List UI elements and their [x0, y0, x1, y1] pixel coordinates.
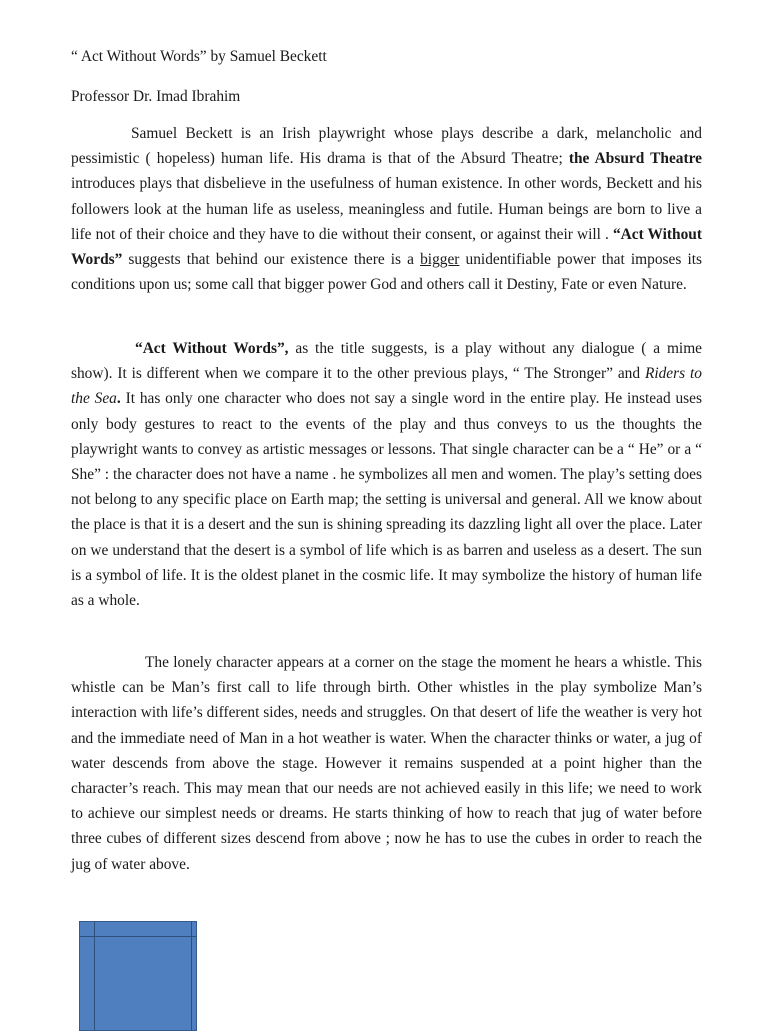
- figure-horizontal-line: [80, 936, 196, 937]
- paragraph-3: [71, 650, 702, 877]
- p3-text-1: The lonely character appears at a corner on the stage the moment he hears a whistle. This whistle can be Man’s first call to life through birth. Other whistles in the play symbolize Man’s interaction with life’s different sides, needs and struggles. On that desert of life the weather is very hot and the immediate need of Man in a hot weather is water. When the character thinks or water, a jug of water descends from above the stage. However it remains suspended at a point higher than the character’s reach. This may mean that our needs are not achieved easily in this life; we need to work to achieve our simplest needs or dreams. He starts thinking of how to reach that jug of water before three cubes of different sizes descend from above ; now he has to use the cubes in order to reach the jug of water above.: [71, 654, 702, 873]
- blue-cube-figure: [79, 921, 197, 1031]
- paragraph-1: [71, 121, 702, 297]
- p2-text-1: as the title suggests, is a play without any dialogue ( a mime show). It is different when we compare it to the other previous plays, “ The Stronger” and: [71, 340, 702, 383]
- p1-text-1: Samuel Beckett is an Irish playwright whose plays describe a dark, melancholic and pessimistic ( hopeless) human life. His drama is that of the Absurd Theatre;: [71, 125, 702, 168]
- paragraph-2: [71, 336, 702, 613]
- figure-vertical-line-right: [191, 922, 192, 1030]
- p1-text-4: unidentifiable power that imposes its conditions upon us; some call that bigger power God and others call it Destiny, Fate or even Nature.: [71, 251, 702, 294]
- p1-underline-bigger: bigger: [420, 251, 460, 269]
- professor-name: Professor Dr. Imad Ibrahim: [71, 88, 241, 105]
- p2-bold-play-title: “Act Without Words”,: [135, 340, 289, 357]
- figure-vertical-line-left: [94, 922, 95, 1030]
- p1-text-2: introduces plays that disbelieve in the usefulness of human existence. In other words, Beckett and his followers look at the human life as useless, meaningless and futile. Human beings are born to live a life not of their choice and they have to die without their consent, or against their will .: [71, 175, 702, 243]
- p2-italic-riders-to-the-sea: Riders to the Sea: [71, 365, 702, 408]
- p2-text-2: It has only one character who does not say a single word in the entire play. He instead uses only body gestures to react to the events of the play and thus conveys to us the thoughts the playwright wants to convey as artistic messages or lessons. That single character can be a “ He” or a “ She” : the character does not have a name . he symbolizes all men and women. The play’s setting does not belong to any specific place on Earth map; the setting is universal and general. All we know about the place is that it is a desert and the sun is shining spreading its dazzling light all over the place. Later on we understand that the desert is a symbol of life which is as barren and useless as a desert. The sun is a symbol of life. It is the oldest planet in the cosmic life. It may symbolize the history of human life as a whole.: [71, 390, 702, 610]
- p1-text-3: suggests that behind our existence there is a: [122, 251, 421, 269]
- p1-bold-play-title: “Act Without Words”: [71, 225, 702, 269]
- p1-bold-absurd-theatre: the Absurd Theatre: [568, 150, 702, 168]
- p2-bold-period: .: [116, 390, 121, 408]
- document-title: “ Act Without Words” by Samuel Beckett: [71, 48, 327, 65]
